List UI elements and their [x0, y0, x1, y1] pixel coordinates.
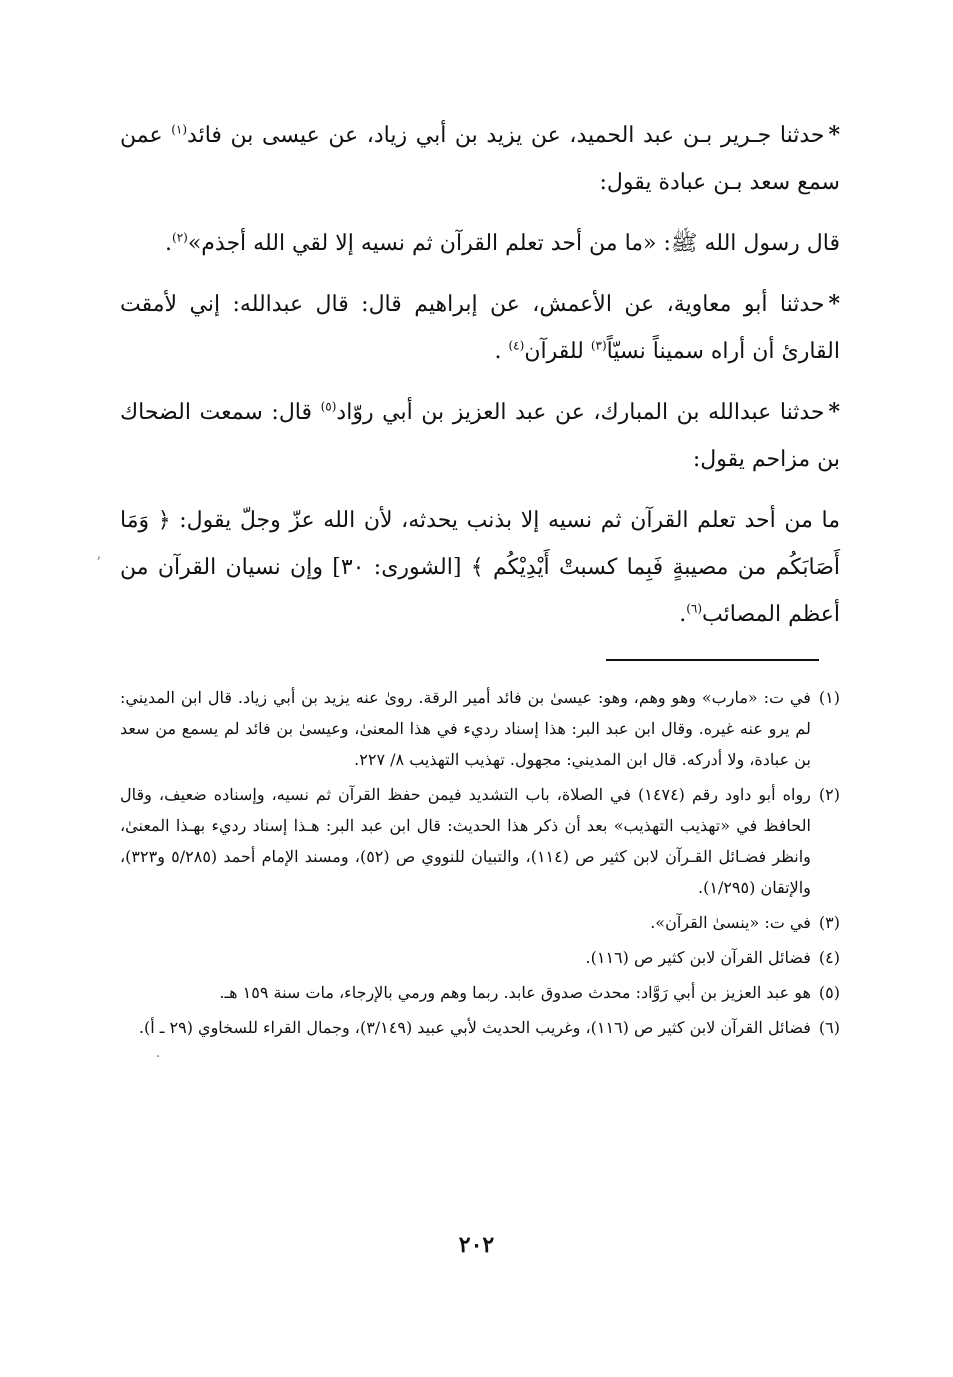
scan-speck: ·	[156, 1049, 161, 1065]
paragraph-text: حدثنا جـرير بـن عبد الحميد، عن يزيد بن أبي زياد، عن عيسى بن فائد	[187, 123, 825, 148]
footnote-4	[120, 942, 840, 973]
footnote-number: (٦)	[818, 1018, 840, 1037]
main-text	[120, 112, 840, 652]
paragraph-text: قال رسول الله ﷺ: «ما من أحد تعلم القرآن ثم نسيه إلا لقي الله أجذم»	[187, 231, 840, 256]
page-number: ٢٠٢	[458, 1232, 495, 1258]
paragraph-2	[120, 220, 840, 267]
asterisk-marker: *	[828, 291, 840, 317]
footnote-number: (٣)	[818, 913, 840, 932]
footnote-number: (٢)	[818, 785, 840, 804]
footnote-text: رواه أبو داود رقم (١٤٧٤) في الصلاة، باب التشديد فيمن حفظ القرآن ثم نسيه، وإسناده ضعيف، وقال الحافظ في «تهذيب التهذيب» بعد أن ذكر هذا الحديث: قال ابن عبد البر: هـذا إسناد رديء بهـذا المعنىٰ، وانظر فضـائل القـرآن لابن كثير ص (١١٤)، والتبيان للنووي ص (٥٢)، ومسند الإمام أحمد (٥/٢٨٥ و٣٢٣)، والإتقان (١/٢٩٥).	[120, 785, 811, 897]
paragraph-text: .	[165, 231, 172, 256]
paragraph-text: .	[494, 339, 509, 364]
paragraph-text: حدثنا أبو معاوية، عن الأعمش، عن إبراهيم قال: قال عبدالله: إني لأمقت القارئ أن أراه سميناً نسيّاً	[120, 292, 840, 364]
footnote-ref-5[interactable]: (٥)	[320, 399, 337, 414]
asterisk-marker: *	[828, 122, 840, 148]
footnote-ref-4[interactable]: (٤)	[508, 338, 525, 353]
footnote-divider	[606, 659, 819, 661]
footnote-text: في ت: «مارب» وهو وهم، وهو: عيسىٰ بن فائد أمير الرقة. روىٰ عنه يزيد بن أبي زياد. قال ابن المديني: لم يرو عنه غيره. وقال ابن عبد البر: هذا إسناد رديء في هذا المعنىٰ، وعيسىٰ بن فائد لم يسمع من سعد بن عبادة، ولا أدركه. قال ابن المديني: مجهول. تهذيب التهذيب ٨/ ٢٢٧.	[120, 688, 811, 769]
footnote-number: (١)	[818, 688, 840, 707]
footnote-number: (٥)	[818, 983, 840, 1002]
footnote-3	[120, 907, 840, 938]
footnote-2	[120, 779, 840, 903]
footnote-text: فضائل القرآن لابن كثير ص (١١٦).	[585, 948, 811, 967]
footnote-text: فضائل القرآن لابن كثير ص (١١٦)، وغريب الحديث لأبي عبيد (٣/١٤٩)، وجمال القراء للسخاوي (٢٩ ـ أ).	[138, 1018, 811, 1037]
footnote-ref-2[interactable]: (٢)	[172, 230, 188, 245]
footnote-ref-6[interactable]: (٦)	[686, 601, 703, 616]
footnote-ref-3[interactable]: (٣)	[590, 338, 607, 353]
paragraph-text: حدثنا عبدالله بن المبارك، عن عبد العزيز بن أبي روّاد	[336, 400, 825, 425]
paragraph-1	[120, 112, 840, 206]
paragraph-5	[120, 497, 840, 638]
footnote-5	[120, 977, 840, 1008]
paragraph-text: للقرآن	[524, 339, 591, 364]
paragraph-text: ما من أحد تعلم القرآن ثم نسيه إلا بذنب يحدثه، لأن الله عزّ وجلّ يقول: ﴿ وَمَا أَصَابَكُم من مصيبةٍ فَبِما كسبتْ أَيْدِيْكُم ﴾ [الشورى: ٣٠] وإن نسيان القرآن من أعظم المصائب	[120, 508, 840, 627]
footnote-6	[120, 1012, 840, 1043]
asterisk-marker: *	[828, 399, 840, 425]
footnote-text: هو عبد العزيز بن أبي رَوَّاد: محدث صدوق عابد. ربما وهم ورمي بالإرجاء، مات سنة ١٥٩ هـ.	[219, 983, 811, 1002]
footnotes	[120, 682, 840, 1047]
paragraph-text: .	[679, 602, 687, 627]
footnote-number: (٤)	[818, 948, 840, 967]
paragraph-3	[120, 281, 840, 375]
paragraph-4	[120, 389, 840, 483]
footnote-text: في ت: «ينسىٰ القرآن».	[650, 913, 811, 932]
footnote-ref-1[interactable]: (١)	[171, 122, 188, 137]
paragraph-text: عمن سمع سعد بـن عبادة يقول:	[120, 123, 840, 195]
scan-speck: ʼ	[96, 555, 101, 571]
paragraph-text: قال: سمعت الضحاك بن مزاحم يقول:	[120, 400, 840, 472]
footnote-1	[120, 682, 840, 775]
